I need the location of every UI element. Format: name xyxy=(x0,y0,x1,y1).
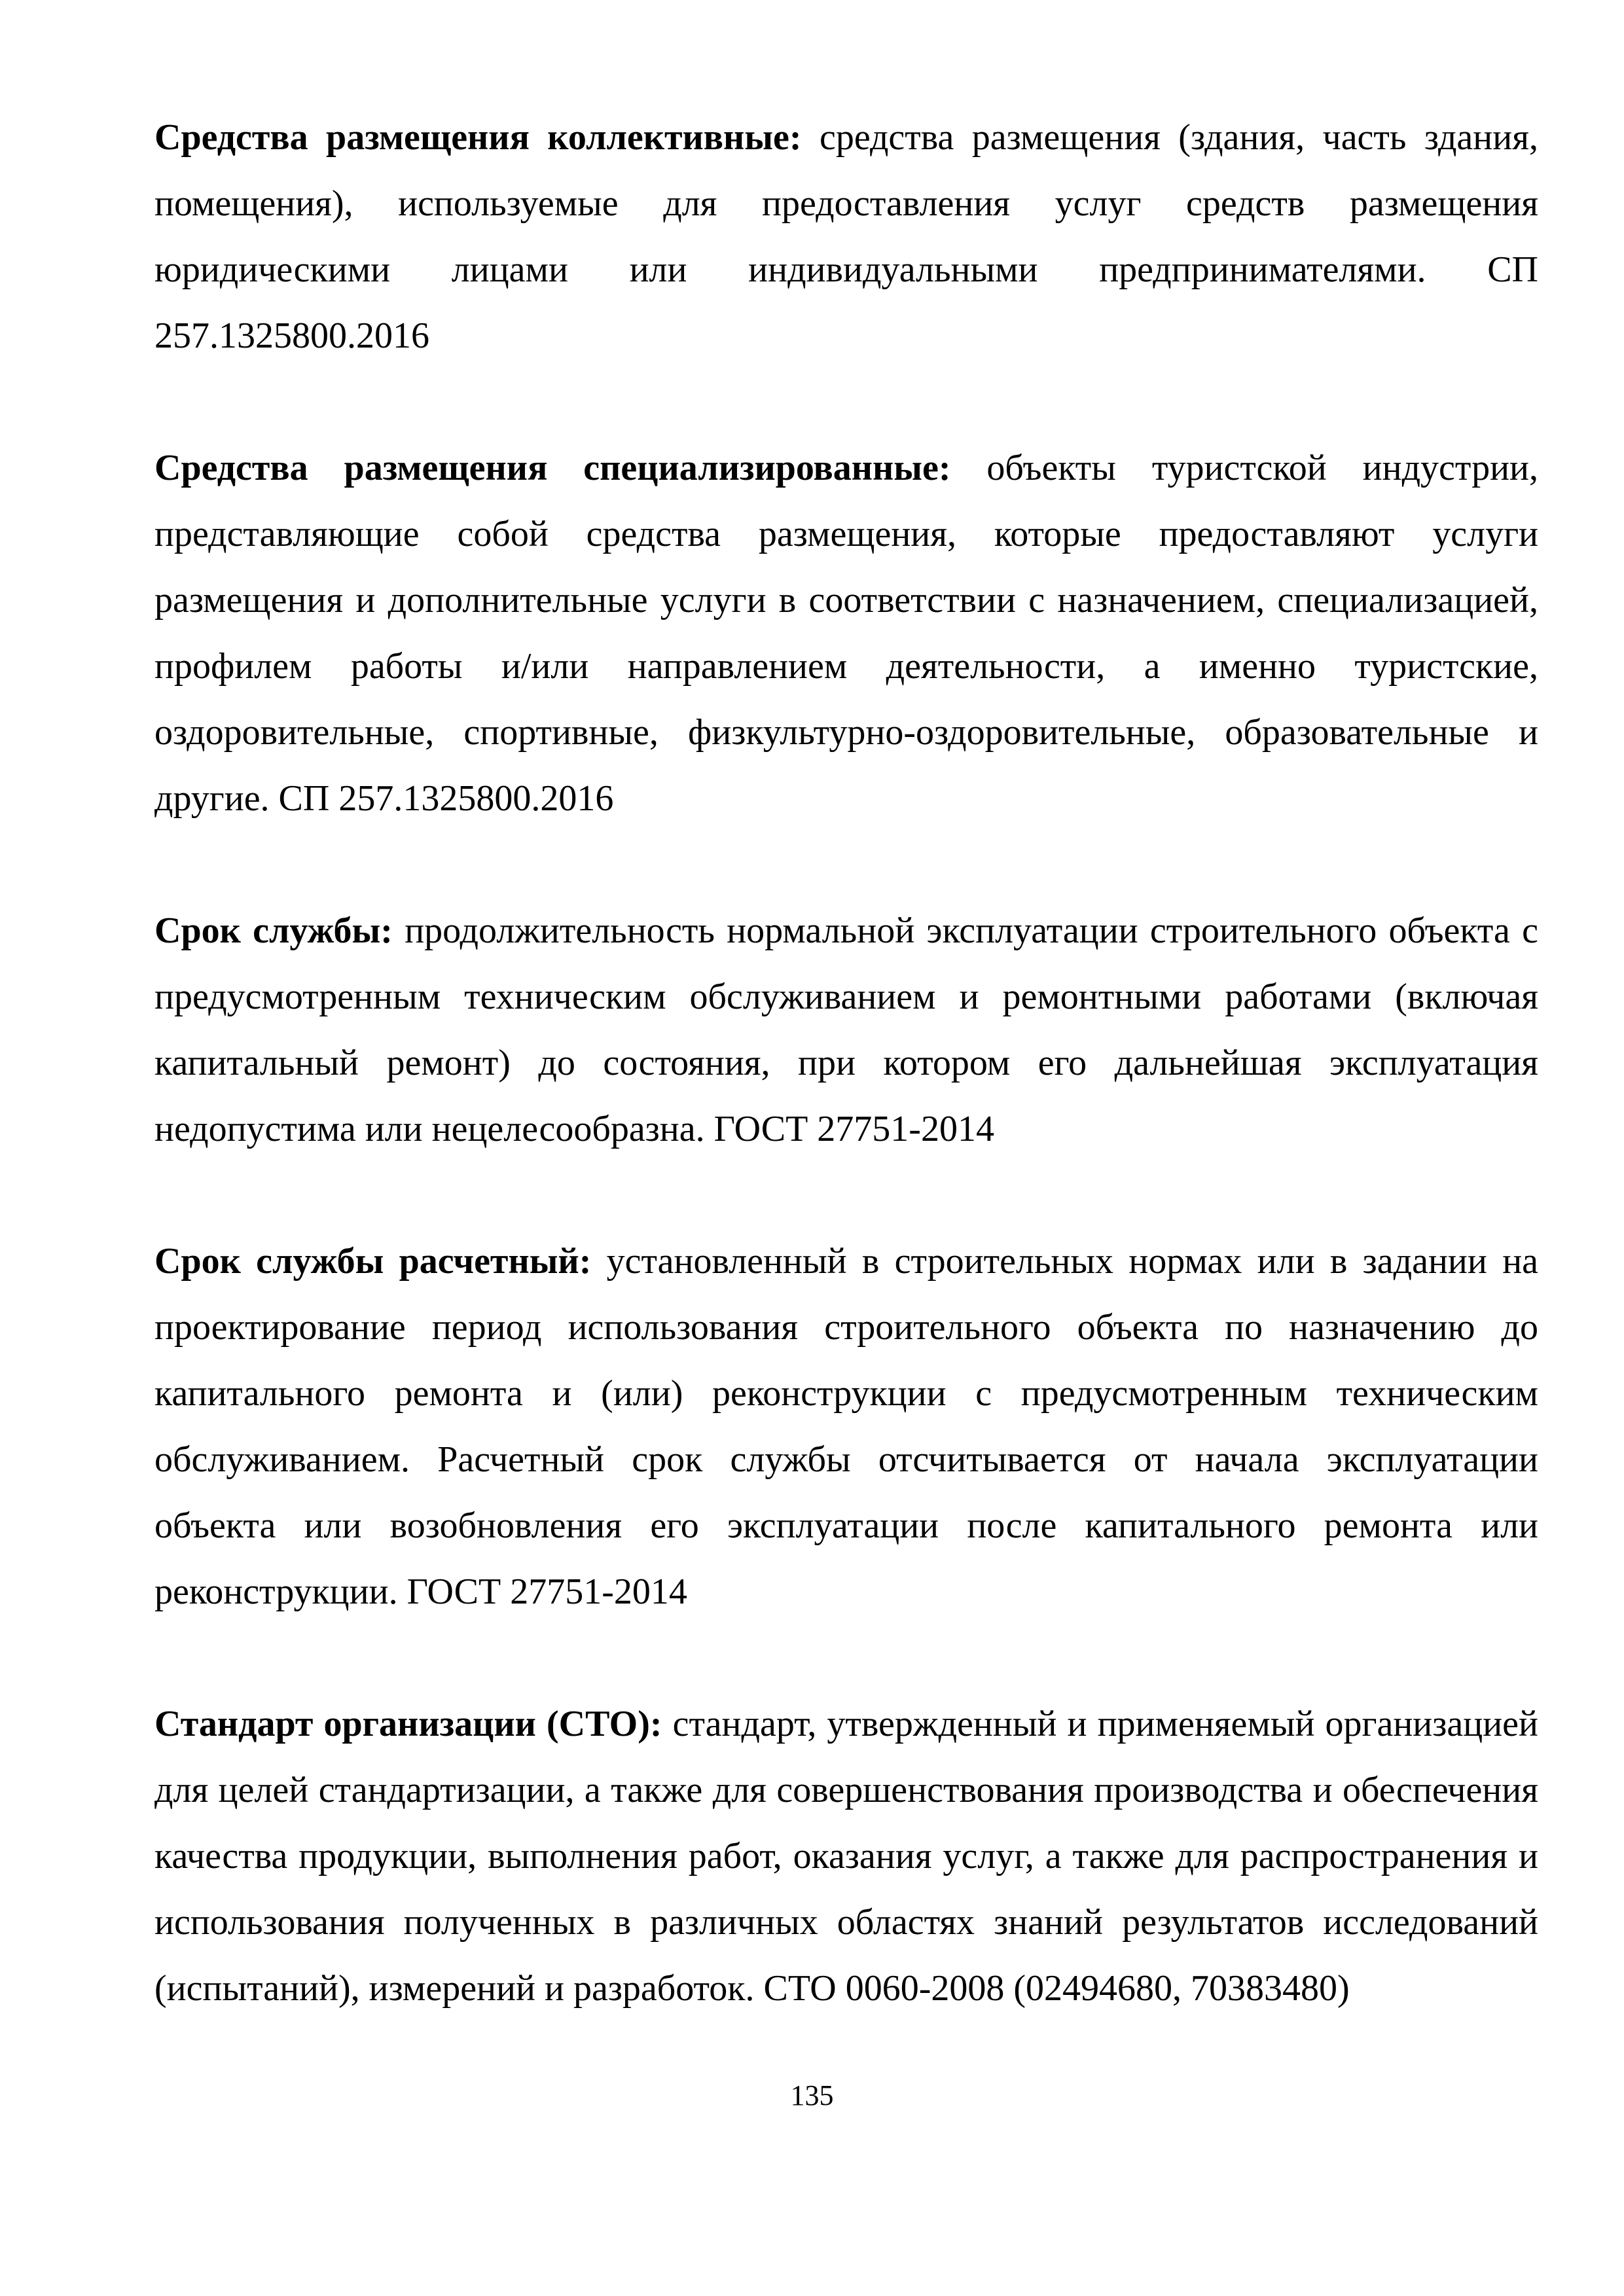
glossary-content xyxy=(154,105,1538,2088)
entry-definition: средства размещения (здания, часть здания, помещения), используемые для предоставления услуг средств размещения юридическими лицами или индивидуальными предпринимателями. СП 257.1325800.2016 xyxy=(154,117,1538,356)
entry-term: Стандарт организации (СТО): xyxy=(154,1704,662,1744)
glossary-entry-service-life xyxy=(154,898,1538,1162)
page-number: 135 xyxy=(790,2079,834,2111)
entry-definition: стандарт, утвержденный и применяемый организацией для целей стандартизации, а также для совершенствования производства и обеспечения качества продукции, выполнения работ, оказания услуг, а также для распространения и использования полученных в различных областях знаний результатов исследований (испытаний), измерений и разработок. СТО 0060-2008 (02494680, 70383480) xyxy=(154,1704,1539,2009)
glossary-entry-organization-standard xyxy=(154,1691,1538,2022)
entry-definition: установленный в строительных нормах или в задании на проектирование период использования строительного объекта по назначению до капитального ремонта и (или) реконструкции с предусмотренным техническим обслуживанием. Расчетный срок службы отсчитывается от начала эксплуатации объекта или возобновления его эксплуатации после капитального ремонта или реконструкции. ГОСТ 27751-2014 xyxy=(154,1241,1539,1612)
glossary-entry-specialized-accommodation xyxy=(154,435,1538,832)
entry-definition: продолжительность нормальной эксплуатации строительного объекта с предусмотренным техническим обслуживанием и ремонтными работами (включая капитальный ремонт) до состояния, при котором его дальнейшая эксплуатация недопустима или нецелесообразна. ГОСТ 27751-2014 xyxy=(154,910,1539,1149)
entry-term: Срок службы расчетный: xyxy=(154,1241,592,1282)
glossary-entry-design-service-life xyxy=(154,1229,1538,1625)
glossary-entry-collective-accommodation xyxy=(154,105,1538,369)
entry-term: Средства размещения специализированные: xyxy=(154,448,951,488)
entry-definition: объекты туристской индустрии, представляющие собой средства размещения, которые предоставляют услуги размещения и дополнительные услуги в соответствии с назначением, специализацией, профилем работы и/или направлением деятельности, а именно туристские, оздоровительные, спортивные, физкультурно-оздоровительные, образовательные и другие. СП 257.1325800.2016 xyxy=(154,448,1539,819)
entry-term: Средства размещения коллективные: xyxy=(154,117,802,158)
entry-term: Срок службы: xyxy=(154,910,393,951)
